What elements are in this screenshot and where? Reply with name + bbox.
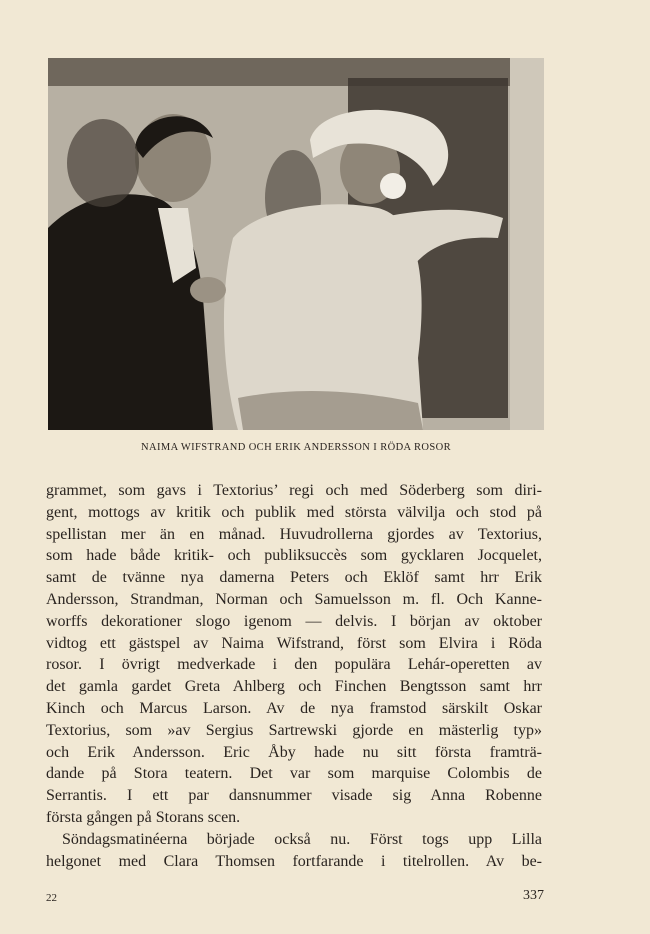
text-line: dande på Stora teatern. Det var som marquise Colombis de xyxy=(46,765,542,783)
text-line: worffs dekorationer slogo igenom — delvis. I början av oktober xyxy=(46,612,542,630)
text-line: Andersson, Strandman, Norman och Samuelsson m. fl. Och Kanne- xyxy=(46,590,542,608)
text-line: och Erik Andersson. Eric Åby hade nu sitt första framträ- xyxy=(46,743,542,761)
woman-flower xyxy=(380,173,406,199)
text-line: helgonet med Clara Thomsen fortfarande i titelrollen. Av be- xyxy=(46,852,542,870)
text-line: grammet, som gavs i Textorius’ regi och med Söderberg som diri- xyxy=(46,482,542,499)
text-line: spellistan mer än en månad. Huvudrollerna gjordes av Textorius, xyxy=(46,525,542,543)
page-number: 337 xyxy=(523,888,544,903)
body-text xyxy=(46,480,542,872)
joined-hands xyxy=(190,277,226,303)
text-line: Kinch och Marcus Larson. Av de nya framstod särskilt Oskar xyxy=(46,699,542,717)
text-line: första gången på Storans scen. xyxy=(46,808,241,826)
photo-caption: NAIMA WIFSTRAND OCH ERIK ANDERSSON I RÖDA ROSOR xyxy=(140,442,452,453)
printer-signature: 22 xyxy=(46,892,57,904)
text-line: som hade både kritik- och publiksuccès som gycklaren Jocquelet, xyxy=(46,547,542,565)
man-shadow xyxy=(67,119,139,207)
text-line: det gamla gardet Greta Ahlberg och Finchen Bengtsson samt hrr xyxy=(46,678,542,696)
text-line: Textorius, som »av Sergius Sartrewski gjorde en mästerlig typ» xyxy=(46,721,542,739)
text-line: Serrantis. I ett par dansnummer visade sig Anna Robenne xyxy=(46,787,542,805)
photo-pillar xyxy=(510,58,544,430)
theatre-photo xyxy=(48,58,544,430)
text-line: Söndagsmatinéerna började också nu. Först togs upp Lilla xyxy=(62,830,542,848)
text-line: gent, mottogs av kritik och publik med största välvilja och stod på xyxy=(46,503,542,521)
photo-scene xyxy=(48,58,544,430)
text-line: vidtog ett gästspel av Naima Wifstrand, först som Elvira i Röda xyxy=(46,634,542,652)
text-line: rosor. I övrigt medverkade i den populära Lehár-operetten av xyxy=(46,656,542,674)
text-line: samt de tvänne nya damerna Peters och Eklöf samt hrr Erik xyxy=(46,569,542,587)
